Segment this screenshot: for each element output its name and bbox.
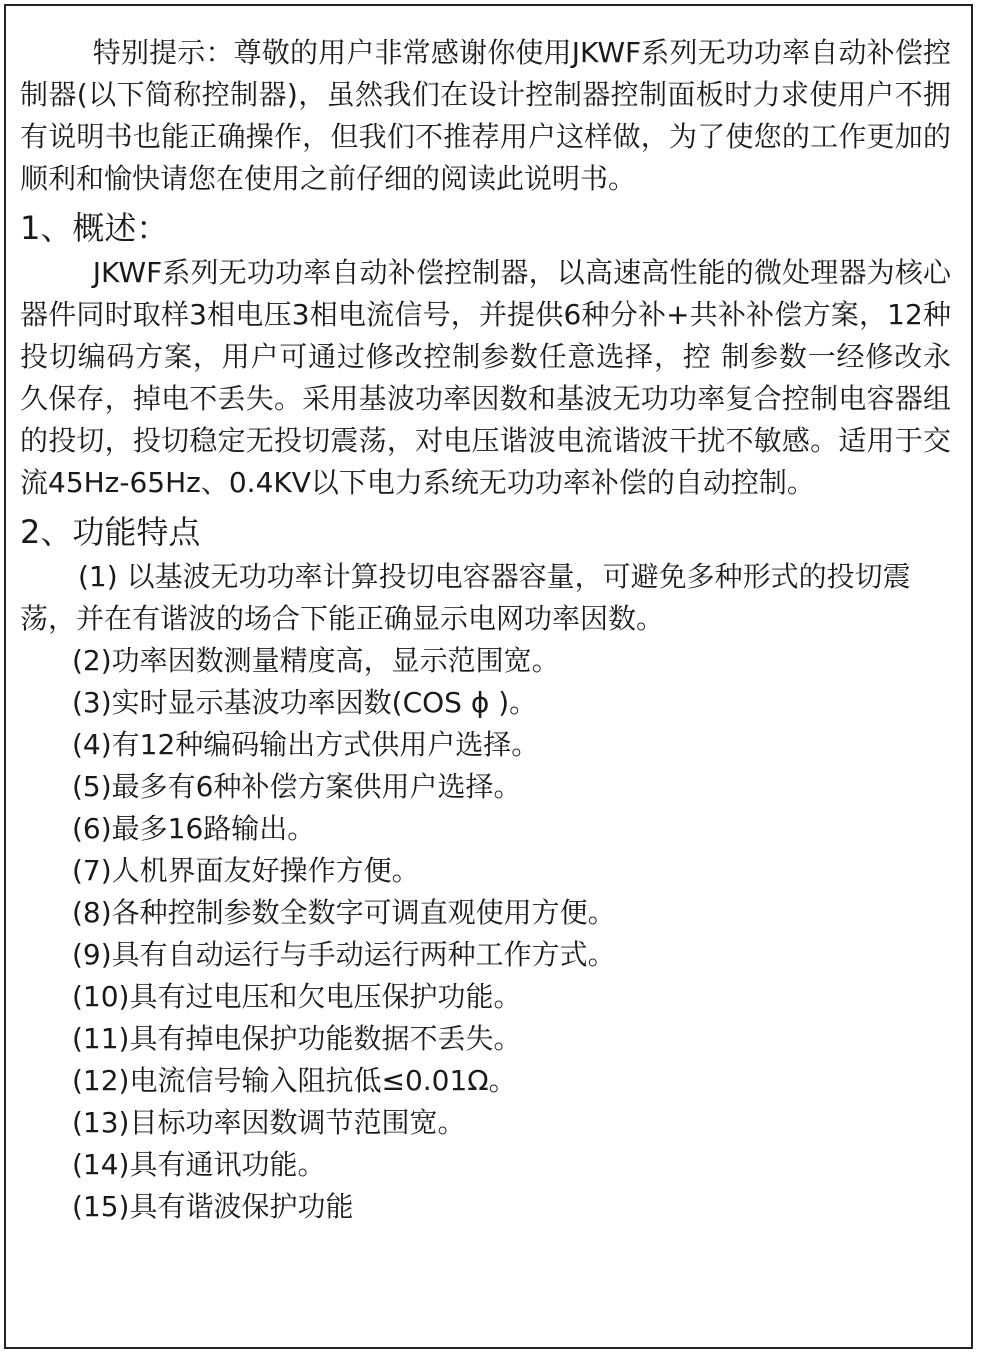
feature-item-11: (11)具有掉电保护功能数据不丢失。 [72,1022,522,1055]
feature-item-14: (14)具有通讯功能。 [72,1148,326,1181]
feature-item-2: (2)功率因数测量精度高，显示范围宽。 [72,644,560,677]
feature-item-6: (6)最多16路输出。 [72,812,316,845]
overview-title: 1、概述： [20,209,169,247]
feature-item-9: (9)具有自动运行与手动运行两种工作方式。 [72,938,616,971]
feature-item-3: (3)实时显示基波功率因数(COS ϕ )。 [72,686,538,719]
feature-item-13: (13)目标功率因数调节范围宽。 [72,1106,466,1139]
feature-item-1: (1) 以基波无功功率计算投切电容器容量，可避免多种形式的投切震荡，并在有谐波的场合下能正确显示电网功率因数。 [20,560,911,635]
feature-item-12: (12)电流信号输入阻抗低≤0.01Ω。 [72,1064,517,1097]
notice-paragraph: 特别提示：尊敬的用户非常感谢你使用JKWF系列无功功率自动补偿控制器(以下简称控制器)，虽然我们在设计控制器控制面板时力求使用户不拥有说明书也能正确操作，但我们不推荐用户这样做，为了使您的工作更加的顺利和愉快请您在使用之前仔细的阅读此说明书。 [20,36,951,195]
feature-item-5: (5)最多有6种补偿方案供用户选择。 [72,770,522,803]
document-frame [4,4,973,1349]
feature-item-8: (8)各种控制参数全数字可调直观使用方便。 [72,896,616,929]
feature-item-4: (4)有12种编码输出方式供用户选择。 [72,728,540,761]
overview-paragraph: JKWF系列无功功率自动补偿控制器，以高速高性能的微处理器为核心器件同时取样3相电压3相电流信号，并提供6种分补+共补补偿方案，12种投切编码方案，用户可通过修改控制参数任意选择，控 制参数一经修改永久保存，掉电不丢失。采用基波功率因数和基波无功功率复合控制电容器组的投切，投切稳定无投切震荡，对电压谐波电流谐波干扰不敏感。适用于交流45Hz-65Hz、0.4KV以下电力系统无功功率补偿的自动控制。 [20,256,951,499]
features-title: 2、功能特点 [20,513,201,551]
feature-item-10: (10)具有过电压和欠电压保护功能。 [72,980,522,1013]
feature-item-7: (7)人机界面友好操作方便。 [72,854,420,887]
feature-item-15: (15)具有谐波保护功能 [72,1190,354,1223]
